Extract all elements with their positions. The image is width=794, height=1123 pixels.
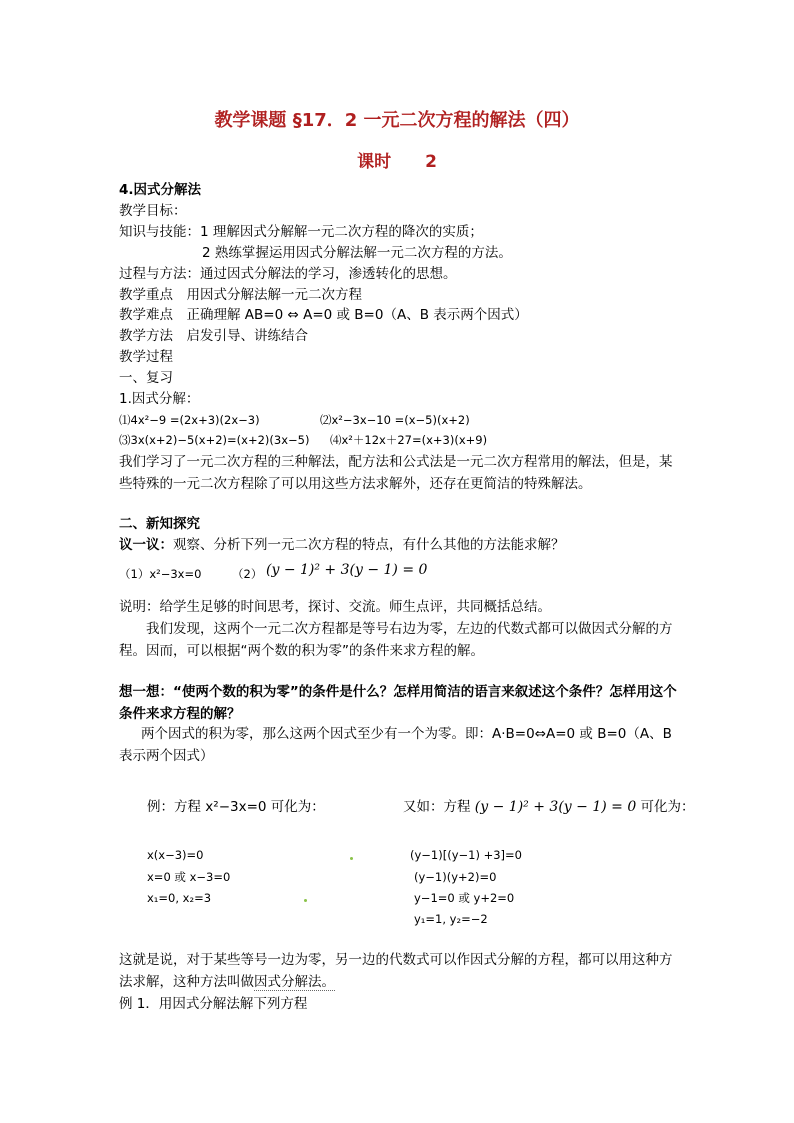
explore-heading: 二、新知探究 — [119, 516, 200, 532]
think-paragraph — [119, 681, 679, 725]
example-right-line-4: y₁=1, y₂=−2 — [414, 912, 488, 926]
example-left-line-2: x=0 或 x−3=0 — [147, 870, 231, 884]
example-left-intro: 例：方程 x²−3x=0 可化为： — [147, 799, 325, 815]
lesson-title: 教学课题 §17．2 一元二次方程的解法（四） — [214, 110, 580, 131]
review-subheading: 1.因式分解： — [119, 391, 200, 407]
green-dot-mark — [350, 857, 353, 860]
example-left-line-1: x(x−3)=0 — [147, 848, 204, 862]
think-answer: 两个因式的积为零，那么这两个因式至少有一个为零。即：A·B=0⇔A=0 或 B=0（A、B 表示两个因式） — [119, 726, 672, 764]
review-example-1: ⑴4x²−9 =(2x+3)(2x−3) — [119, 413, 260, 427]
explore-finding: 我们发现，这两个一元二次方程都是等号右边为零，左边的代数式都可以做因式分解的方程。因而，可以根据“两个数的积为零”的条件来求方程的解。 — [119, 621, 673, 659]
discuss-label: 议一议： — [119, 537, 173, 553]
example-left-line-3: x₁=0, x₂=3 — [147, 891, 212, 905]
example-right-intro — [403, 797, 695, 817]
key-point: 教学重点 用因式分解法解一元二次方程 — [119, 287, 362, 303]
example-right-line-2: (y−1)(y+2)=0 — [414, 870, 497, 884]
green-dot-mark — [304, 899, 307, 902]
equation-2-label: （2） — [232, 567, 263, 581]
objective-process: 过程与方法：通过因式分解法的学习，渗透转化的思想。 — [119, 266, 457, 282]
example-right-intro-b: 可化为： — [640, 799, 695, 815]
difficulty: 教学难点 正确理解 AB=0 ⇔ A=0 或 B=0（A、B 表示两个因式） — [119, 307, 528, 323]
section-heading: 4.因式分解法 — [119, 182, 202, 198]
discuss-line — [119, 535, 565, 555]
example-right-line-3: y−1=0 或 y+2=0 — [414, 891, 515, 905]
example-right-line-1: (y−1)[(y−1) +3]=0 — [410, 848, 522, 862]
review-example-2: ⑵x²−3x−10 =(x−5)(x+2) — [320, 413, 470, 427]
equation-1: （1）x²−3x=0 — [119, 567, 202, 581]
objective-knowledge-1: 知识与技能：1 理解因式分解解一元二次方程的降次的实质； — [119, 224, 483, 240]
example-right-intro-equation: (y − 1)² + 3(y − 1) = 0 — [474, 799, 637, 815]
explore-note: 说明：给学生足够的时间思考，探讨、交流。师生点评，共同概括总结。 — [119, 599, 551, 615]
teaching-procedure: 教学过程 — [119, 349, 173, 365]
example-right-intro-a: 又如：方程 — [403, 799, 471, 815]
conclusion-text: 这就是说，对于某些等号一边为零，另一边的代数式可以作因式分解的方程，都可以用这种方法求解，这种方法叫做 — [119, 952, 673, 990]
objective-knowledge-2: 2 熟练掌握运用因式分解法解一元二次方程的方法。 — [202, 245, 512, 261]
review-example-4: ⑷x²＋12x＋27=(x+3)(x+9) — [330, 433, 488, 447]
discuss-text: 观察、分析下列一元二次方程的特点，有什么其他的方法能求解？ — [173, 537, 565, 553]
equation-2: (y − 1)² + 3(y − 1) = 0 — [266, 562, 428, 578]
review-example-3: ⑶3x(x+2)−5(x+2)=(x+2)(3x−5) — [119, 433, 310, 447]
review-paragraph: 我们学习了一元二次方程的三种解法，配方法和公式法是一元二次方程常用的解法，但是，某些特殊的一元二次方程除了可以用这些方法求解外，还存在更简洁的特殊解法。 — [119, 454, 673, 492]
review-heading: 一、复习 — [119, 370, 173, 386]
conclusion-term: 因式分解法。 — [254, 974, 335, 990]
conclusion-paragraph — [119, 949, 679, 993]
think-label: 想一想： — [119, 684, 173, 700]
objectives-label: 教学目标： — [119, 203, 187, 219]
lesson-period: 课时 2 — [357, 152, 437, 172]
teaching-method: 教学方法 启发引导、讲练结合 — [119, 328, 308, 344]
think-text: “使两个数的积为零”的条件是什么？怎样用简洁的语言来叙述这个条件？怎样用这个条件来求方程的解？ — [119, 684, 677, 722]
example-1-heading: 例 1．用因式分解法解下列方程 — [119, 996, 308, 1012]
